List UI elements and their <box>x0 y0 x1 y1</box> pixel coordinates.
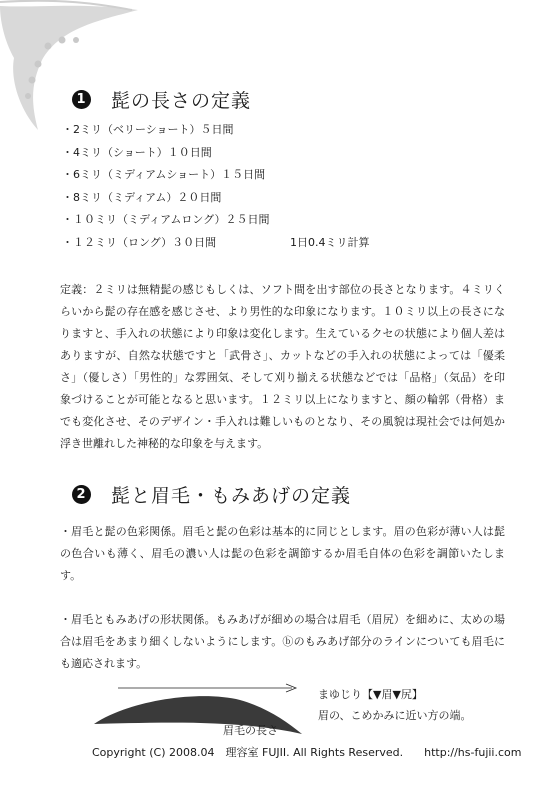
list-item: ・１０ミリ（ミディアムロング）２５日間 <box>62 213 270 226</box>
list-item: ・4ミリ（ショート）１０日間 <box>62 145 212 159</box>
mayujiri-title: まゆじり【▼眉▼尻】 <box>318 688 423 701</box>
mayujiri-definition <box>318 684 472 726</box>
list-item: ・8ミリ（ミディアム）２０日間 <box>62 190 222 204</box>
section-1-number: 1 <box>72 90 91 109</box>
copyright-text: Copyright (C) 2008.04 理容室 FUJII. All Rights Reserved. <box>92 746 404 759</box>
color-relation-paragraph: ・眉毛と髭の色彩関係。眉毛と髭の色彩は基本的に同じとします。眉の色彩が薄い人は髭の色合いも薄く、眉毛の濃い人は髭の色彩を調節するか眉毛自体の色彩を調節いたします。 <box>60 525 505 582</box>
eyebrow-diagram <box>90 678 320 750</box>
definition-paragraph: 定義：２ミリは無精髭の感じもしくは、ソフト間を出す部位の長さとなります。４ミリくらいから髭の存在感を感じさせ、より男性的な印象になります。１０ミリ以上の長さになりますと、手入れの状態により印象は変化します。生えているクセの状態により個人差はありますが、自然な状態ですと「武骨さ」、カットなどの手入れの状態によっては「優柔さ」（優しさ）「男性的」な雰囲気、そして刈り揃える状態などでは「品格」（気品）を印象づけることが可能となると思います。１２ミリ以上になりますと、顔の輪郭（骨格）までも変化させ、そのデザイン・手入れは難しいものとなり、その風貌は現社会では何処か浮き世離れした神秘的な印象を与えます。 <box>60 283 505 450</box>
section-2-number: 2 <box>72 485 91 504</box>
beard-length-list <box>62 122 462 257</box>
section-1-title: 髭の長さの定義 <box>111 90 252 112</box>
section-1-heading <box>72 86 251 113</box>
footer <box>92 744 521 760</box>
section-2-title: 髭と眉毛・もみあげの定義 <box>111 485 352 507</box>
shape-relation-paragraph: ・眉毛ともみあげの形状関係。もみあげが細めの場合は眉毛（眉尻）を細めに、太めの場合は眉毛をあまり細くしないようにします。ⓑのもみあげ部分のラインについても眉毛にも適応されます。 <box>60 613 505 670</box>
site-url[interactable]: http://hs-fujii.com <box>424 746 522 759</box>
list-item: ・6ミリ（ミディアムショート）１５日間 <box>62 168 266 181</box>
brow-length-label: 眉毛の長さ <box>223 724 278 737</box>
growth-rate-note: 1日0.4ミリ計算 <box>290 235 370 249</box>
list-item: ・１２ミリ（ロング）３０日間 1日0.4ミリ計算 <box>62 235 370 249</box>
mayujiri-description: 眉の、こめかみに近い方の端。 <box>318 709 472 722</box>
section-2-heading <box>72 481 351 508</box>
list-item: ・2ミリ（ベリーショート）５日間 <box>62 123 234 136</box>
